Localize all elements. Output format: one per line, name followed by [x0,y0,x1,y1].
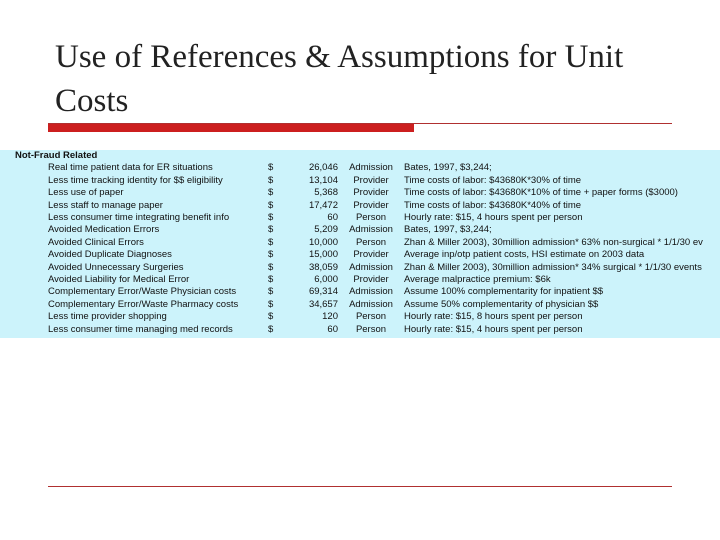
row-description: Avoided Medication Errors [48,224,160,236]
row-currency: $ [268,224,274,236]
row-source: Assume 50% complementarity of physician $$ [404,298,599,310]
row-amount: 60 [327,323,338,335]
row-description: Avoided Liability for Medical Error [48,274,190,286]
row-source: Bates, 1997, $3,244; [404,224,492,236]
table-row [0,237,720,249]
table-row [0,324,720,336]
table-row [0,175,720,187]
row-source: Hourly rate: $15, 4 hours spent per person [404,212,583,224]
slide-title: Use of References & Assumptions for Unit Costs [55,39,624,119]
row-amount: 38,059 [308,261,338,273]
row-description: Complementary Error/Waste Physician costs [48,286,237,298]
row-unit: Person [355,323,387,335]
row-amount: 10,000 [308,236,338,248]
row-currency: $ [268,323,274,335]
table-row [0,200,720,212]
row-description: Avoided Duplicate Diagnoses [48,249,172,261]
row-description: Avoided Clinical Errors [48,236,144,248]
row-description: Avoided Unnecessary Surgeries [48,261,184,273]
row-amount: 13,104 [308,174,338,186]
row-source: Average inp/otp patient costs, HSI estimate on 2003 data [404,249,645,261]
row-currency: $ [268,298,274,310]
row-unit: Admission [349,261,393,273]
table-row [0,249,720,261]
row-indent [0,237,44,249]
row-indent [0,175,44,187]
row-currency: $ [268,261,274,273]
row-unit: Provider [353,199,389,211]
row-source: Hourly rate: $15, 8 hours spent per person [404,311,583,323]
row-unit: Admission [349,298,393,310]
row-amount: 5,368 [314,187,338,199]
row-description: Complementary Error/Waste Pharmacy costs [48,298,239,310]
row-source: Average malpractice premium: $6k [404,274,551,286]
row-currency: $ [268,286,274,298]
row-source: Time costs of labor: $43680K*40% of time [404,199,582,211]
row-unit: Person [355,236,387,248]
row-indent [0,324,44,336]
row-amount: 60 [327,212,338,224]
row-amount: 15,000 [308,249,338,261]
row-description: Less staff to manage paper [48,199,163,211]
footer-rule [48,486,672,487]
row-indent [0,299,44,311]
table-row [0,212,720,224]
row-unit: Admission [349,162,393,174]
row-source: Zhan & Miller 2003), 30million admission* 34% surgical * 1/1/30 events [404,261,702,273]
row-unit: Provider [353,274,389,286]
row-unit: Admission [349,224,393,236]
row-description: Less consumer time integrating benefit info [48,212,230,224]
row-currency: $ [268,174,274,186]
row-amount: 69,314 [308,286,338,298]
row-amount: 34,657 [308,298,338,310]
row-source: Bates, 1997, $3,244; [404,162,492,174]
row-description: Less consumer time managing med records [48,323,233,335]
section-header-row [0,150,720,162]
row-source: Time costs of labor: $43680K*10% of time + paper forms ($3000) [404,187,678,199]
row-indent [0,311,44,323]
row-amount: 5,209 [314,224,338,236]
row-indent [0,249,44,261]
row-indent [0,274,44,286]
row-source: Assume 100% complementarity for inpatient $$ [404,286,604,298]
row-source: Hourly rate: $15, 4 hours spent per person [404,323,583,335]
row-unit: Provider [353,174,389,186]
section-label: Not-Fraud Related [15,150,98,161]
row-indent [0,162,44,174]
row-amount: 6,000 [314,274,338,286]
unit-cost-table-panel [0,150,720,338]
table-row [0,311,720,323]
table-row [0,299,720,311]
row-currency: $ [268,236,274,248]
row-source: Zhan & Miller 2003), 30million admission* 63% non-surgical * 1/1/30 ev [404,236,703,248]
row-indent [0,224,44,236]
row-description: Less use of paper [48,187,124,199]
row-unit: Person [355,311,387,323]
row-unit: Admission [349,286,393,298]
row-currency: $ [268,249,274,261]
unit-cost-table [0,150,720,336]
row-source: Time costs of labor: $43680K*30% of time [404,174,582,186]
row-indent [0,212,44,224]
row-description: Less time provider shopping [48,311,167,323]
table-row [0,162,720,174]
title-accent-bar [48,124,414,132]
row-amount: 26,046 [308,162,338,174]
table-row [0,262,720,274]
row-unit: Provider [353,249,389,261]
table-row [0,224,720,236]
row-unit: Person [355,212,387,224]
row-currency: $ [268,212,274,224]
row-currency: $ [268,274,274,286]
table-row [0,187,720,199]
row-indent [0,262,44,274]
row-amount: 17,472 [308,199,338,211]
row-description: Real time patient data for ER situations [48,162,213,174]
row-description: Less time tracking identity for $$ eligibility [48,174,223,186]
row-currency: $ [268,311,274,323]
row-indent [0,187,44,199]
row-amount: 120 [322,311,338,323]
row-currency: $ [268,162,274,174]
table-row [0,274,720,286]
row-indent [0,286,44,298]
table-row [0,286,720,298]
row-indent [0,200,44,212]
row-unit: Provider [353,187,389,199]
row-currency: $ [268,199,274,211]
row-currency: $ [268,187,274,199]
